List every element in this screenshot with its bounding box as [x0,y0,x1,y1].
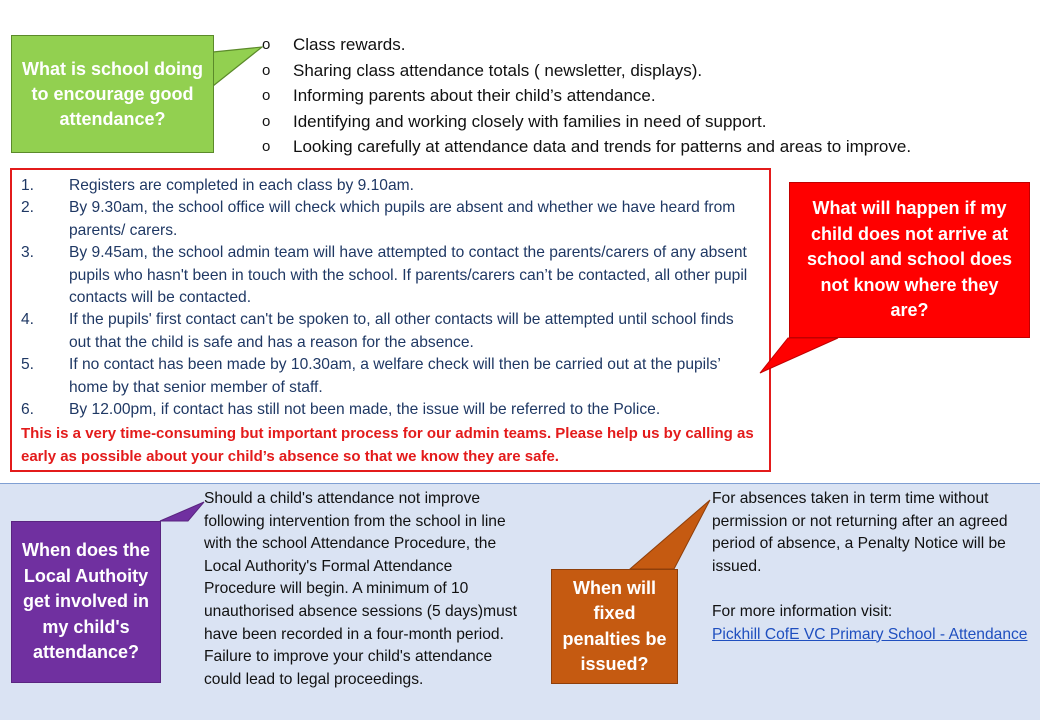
absence-question: What will happen if my child does not arrive at school and school does not know where they are? [806,198,1013,321]
penalty-question: When will fixed penalties be issued? [562,577,667,674]
bullet-o-icon: o [262,138,271,155]
la-answer: Should a child's attendance not improve following intervention from the school in line with the school Attendance Procedure, the Local Authority's Formal Attendance Procedure will begin. A minimum of 10 unauthorised absence sessions (5 days)must have been recorded in a four-month period. Failure to improve your child's attendance could lead to legal proceedings. [204,490,517,688]
more-info-label: For more information visit: [712,602,893,620]
list-item: 5. If no contact has been made by 10.30am, a welfare check will then be carried out at the pupils’ home by that senior member of staff. [21,356,721,396]
attendance-link[interactable]: Pickhill CofE VC Primary School - Attendance [712,625,1028,643]
list-item: 3. By 9.45am, the school admin team will have attempted to contact the parents/carers of any absent pupils who hasn't been in touch with the school. If parents/carers can’t be contacted, all other pupil contacts will be contacted. [21,244,748,307]
absence-steps-box [10,168,771,472]
penalty-answer: For absences taken in term time without permission or not returning after an agreed period of absence, a Penalty Notice will be issued. [712,490,1008,575]
list-item: 6. By 12.00pm, if contact has still not been made, the issue will be referred to the Police. [21,401,661,419]
list-item: o Sharing class attendance totals ( newsletter, displays). [262,58,1032,84]
la-question: When does the Local Authoity get involved in my child's attendance? [21,540,150,663]
list-item: 4. If the pupils' first contact can't be spoken to, all other contacts will be attempted until school finds out that the child is safe and has a reason for the absence. [21,311,734,351]
encourage-list [262,32,1032,160]
list-item: o Class rewards. [262,32,1032,58]
list-item: o Looking carefully at attendance data and trends for patterns and areas to improve. [262,134,1032,160]
bullet-o-icon: o [262,61,271,79]
bullet-o-icon: o [262,112,271,130]
bullet-o-icon: o [262,36,271,53]
spacer [712,578,1030,601]
encourage-callout [11,35,214,153]
list-item: o Identifying and working closely with families in need of support. [262,109,1032,135]
absence-note: This is a very time-consuming but important process for our admin teams. Please help us by calling as early as possible about your child’s absence so that we know they are safe. [21,425,754,465]
absence-callout [789,182,1030,338]
list-item: o Informing parents about their child’s attendance. [262,83,1032,109]
encourage-question: What is school doing to encourage good attendance? [22,58,203,129]
list-item: 2. By 9.30am, the school office will check which pupils are absent and whether we have heard from parents/ carers. [21,199,736,239]
absence-steps-list [21,175,759,421]
penalty-callout [551,569,678,684]
list-item: 1. Registers are completed in each class by 9.10am. [21,177,414,194]
la-callout [11,521,161,683]
penalty-info [712,488,1030,646]
bullet-o-icon: o [262,87,271,104]
